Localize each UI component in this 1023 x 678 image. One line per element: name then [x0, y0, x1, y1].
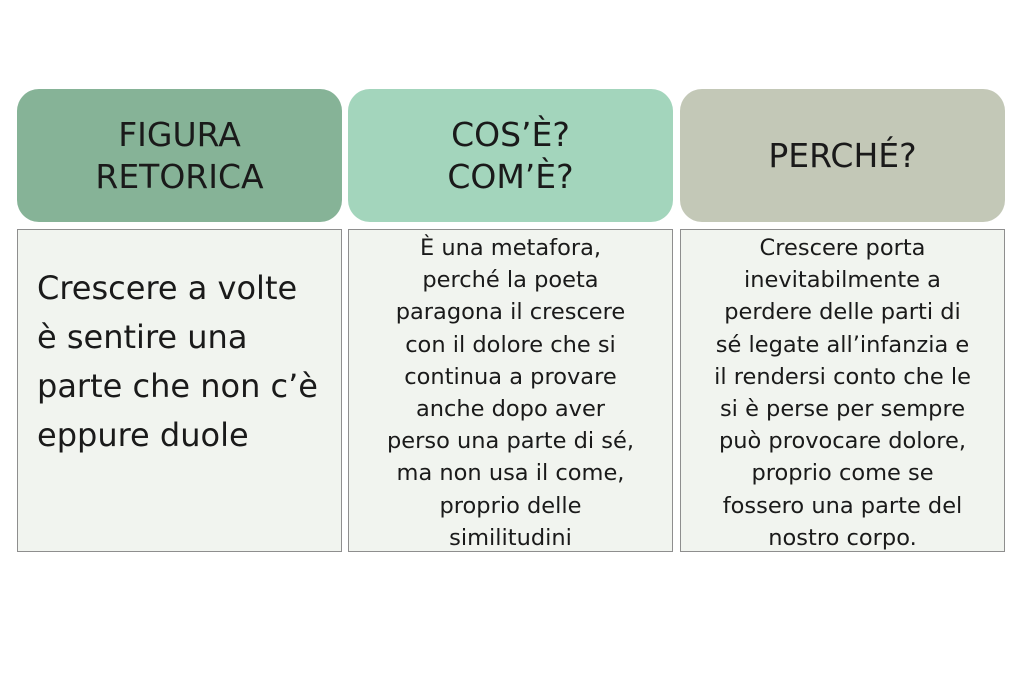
header-perche: [680, 89, 1005, 222]
header-cos-e-com-e: [348, 89, 673, 222]
header-label-perche: PERCHÉ?: [768, 135, 917, 175]
header-label-figura-retorica: FIGURA RETORICA: [95, 114, 264, 196]
cell-text-cos-e-com-e: È una metafora, perché la poeta paragona il crescere con il dolore che si continua a provare anche dopo aver perso una parte di sé, ma non usa il come, proprio delle similitudini: [386, 235, 635, 551]
header-figura-retorica: [17, 89, 342, 222]
cell-perche: [680, 229, 1005, 552]
cell-cos-e-com-e: [348, 229, 673, 552]
cell-text-perche: Crescere porta inevitabilmente a perdere delle parti di sé legate all’infanzia e il rendersi conto che le si è perse per sempre può provocare dolore, proprio come se fossero una parte del nostro corpo.: [714, 235, 971, 551]
cell-figura-retorica: [17, 229, 342, 552]
header-label-cos-e-com-e: COS’È? COM’È?: [447, 114, 574, 196]
cell-text-figura-retorica: Crescere a volte è sentire una parte che non c’è eppure duole: [37, 269, 318, 454]
